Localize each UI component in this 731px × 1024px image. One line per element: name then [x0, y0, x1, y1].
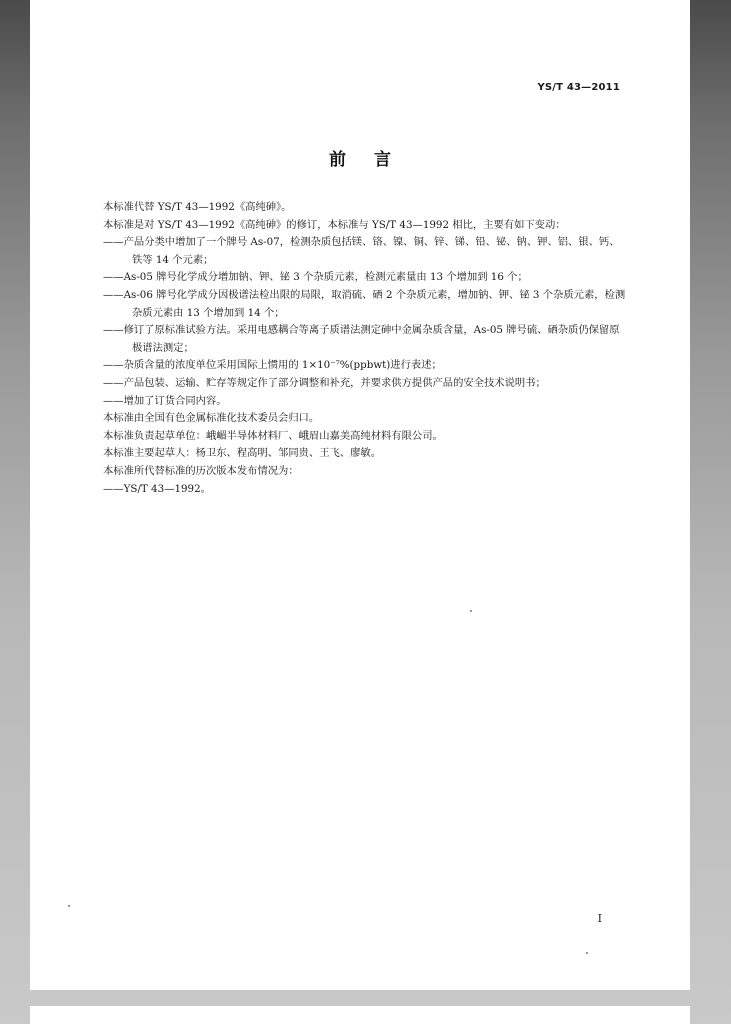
- paragraph: 本标准所代替标准的历次版本发布情况为：: [103, 464, 299, 477]
- next-page-edge: [30, 1006, 690, 1024]
- paragraph: 本标准代替 YS/T 43—1992《高纯砷》。: [103, 201, 292, 213]
- document-page: [30, 0, 690, 990]
- page-number: I: [597, 912, 602, 925]
- list-item: ——杂质含量的浓度单位采用国际上惯用的 1×10⁻⁷%(ppbwt)进行表述；: [103, 359, 442, 372]
- list-item: ——As-06 牌号化学成分因极谱法检出限的局限，取消硫、硒 2 个杂质元素，增加钠、钾、铋 3 个杂质元素，检测杂质元素由 13 个增加到 14 个；: [103, 288, 626, 319]
- page-title: 前言: [329, 150, 419, 170]
- list-item: ——As-05 牌号化学成分增加钠、钾、铋 3 个杂质元素，检测元素量由 13 个增加到 16 个；: [103, 271, 528, 284]
- scan-speck: [68, 905, 70, 907]
- document-code: YS/T 43—2011: [537, 82, 620, 93]
- paragraph: 本标准是对 YS/T 43—1992《高纯砷》的修订，本标准与 YS/T 43—1992 相比，主要有如下变动：: [103, 218, 566, 231]
- list-item: ——产品包装、运输、贮存等规定作了部分调整和补充，并要求供方提供产品的安全技术说明书；: [103, 376, 546, 389]
- paragraph: 本标准主要起草人：杨卫东、程高明、邹同贵、王飞、廖敏。: [103, 447, 382, 460]
- body-text: [103, 199, 629, 498]
- paragraph: 本标准负责起草单位：峨嵋半导体材料厂、峨眉山嘉美高纯材料有限公司。: [103, 429, 443, 442]
- list-item: ——产品分类中增加了一个牌号 As-07，检测杂质包括镁、铬、镍、铜、锌、锑、铅、铋、钠、钾、铝、银、钙、铁等 14 个元素；: [103, 236, 620, 266]
- scan-speck: [470, 610, 472, 612]
- list-item: ——修订了原标准试验方法。采用电感耦合等离子质谱法测定砷中金属杂质含量，As-05 牌号硫、硒杂质仍保留原极谱法测定；: [103, 324, 620, 354]
- list-item: ——增加了订货合同内容。: [103, 394, 227, 407]
- list-item: ——YS/T 43—1992。: [103, 482, 211, 495]
- paragraph: 本标准由全国有色金属标准化技术委员会归口。: [103, 412, 320, 425]
- scan-speck: [586, 952, 588, 954]
